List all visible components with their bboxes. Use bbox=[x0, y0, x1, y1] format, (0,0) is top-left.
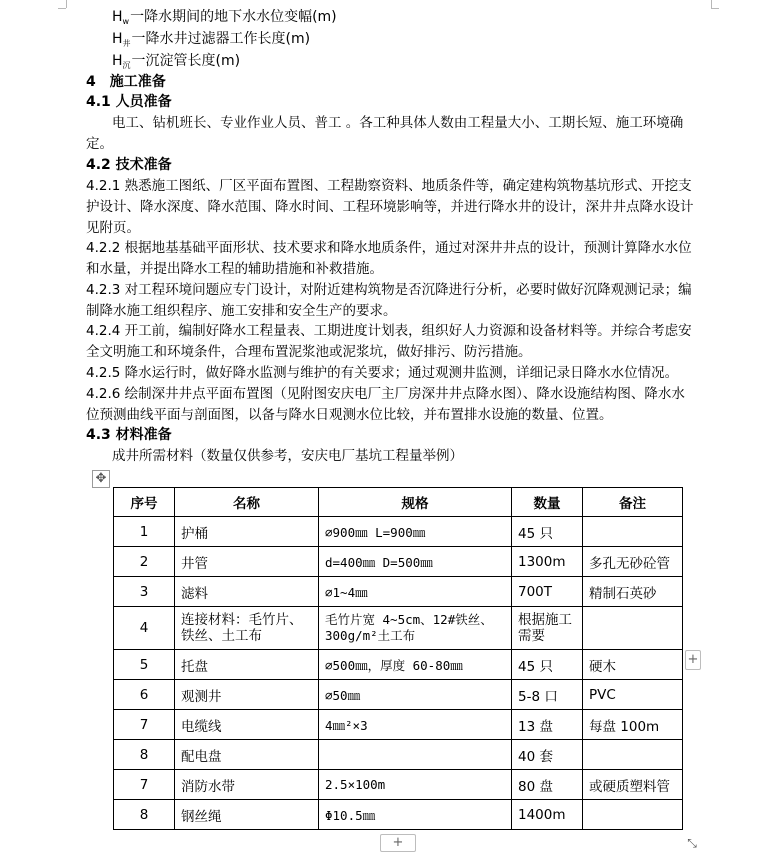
variable-h: H bbox=[112, 53, 123, 69]
heading-4-1: 4.1 人员准备 bbox=[86, 94, 172, 110]
variable-subscript: 井 bbox=[122, 39, 131, 48]
cell-no[interactable]: 6 bbox=[114, 680, 175, 710]
text-line: 4.2.3 对工程环境问题应专门设计，对附近建构筑物是否沉降进行分析，必要时做好沉降观测记录；编 bbox=[86, 282, 692, 298]
variable-subscript: w bbox=[122, 17, 130, 26]
table-header-row bbox=[114, 488, 683, 517]
text-line: 4.2.1 熟悉施工图纸、厂区平面布置图、工程勘察资料、地质条件等，确定建构筑物基坑形式、开挖支 bbox=[86, 178, 692, 194]
cell-qty[interactable]: 700T bbox=[512, 577, 583, 607]
cell-name[interactable]: 井管 bbox=[175, 547, 319, 577]
cell-note[interactable]: 硬木 bbox=[583, 650, 683, 680]
paragraph-4-2-1 bbox=[86, 176, 710, 239]
column-header-name: 名称 bbox=[175, 488, 319, 517]
materials-table bbox=[113, 487, 683, 830]
cell-spec[interactable]: d=400㎜ D=500㎜ bbox=[319, 547, 512, 577]
cell-qty[interactable]: 40 套 bbox=[512, 740, 583, 770]
heading-4-2: 4.2 技术准备 bbox=[86, 157, 172, 173]
cell-note[interactable]: PVC bbox=[583, 680, 683, 710]
cell-name[interactable]: 消防水带 bbox=[175, 770, 319, 800]
cell-qty[interactable]: 1400m bbox=[512, 800, 583, 830]
paragraph-4-2-3 bbox=[86, 280, 710, 322]
cell-no[interactable]: 7 bbox=[114, 770, 175, 800]
cell-no[interactable]: 1 bbox=[114, 517, 175, 547]
text-line: 和水量，并提出降水工程的辅助措施和补救措施。 bbox=[86, 261, 383, 277]
table-row bbox=[114, 517, 683, 547]
cell-no[interactable]: 2 bbox=[114, 547, 175, 577]
cell-qty[interactable]: 45 只 bbox=[512, 650, 583, 680]
table-row bbox=[114, 607, 683, 650]
section-number: 4 bbox=[86, 74, 96, 90]
variable-h: H bbox=[112, 9, 123, 25]
paragraph-4-1-line-2: 定。 bbox=[86, 136, 113, 152]
variable-h: H bbox=[112, 31, 123, 47]
cell-qty[interactable]: 5-8 口 bbox=[512, 680, 583, 710]
cell-no[interactable]: 5 bbox=[114, 650, 175, 680]
text-line: 4.2.5 降水运行时，做好降水监测与维护的有关要求；通过观测井监测，详细记录日降水水位情况。 bbox=[86, 365, 679, 381]
cell-spec[interactable]: ∅1~4㎜ bbox=[319, 577, 512, 607]
cell-spec[interactable]: ∅500㎜，厚度 60-80㎜ bbox=[319, 650, 512, 680]
table-row bbox=[114, 800, 683, 830]
text-line: 制降水施工组织程序、施工安排和安全生产的要求。 bbox=[86, 303, 397, 319]
crop-mark-right-h bbox=[711, 8, 719, 9]
column-header-no: 序号 bbox=[114, 488, 175, 517]
cell-qty[interactable]: 45 只 bbox=[512, 517, 583, 547]
crop-mark-left-h bbox=[58, 8, 66, 9]
variable-subscript: 沉 bbox=[122, 61, 131, 70]
cell-name[interactable]: 滤料 bbox=[175, 577, 319, 607]
cell-note[interactable] bbox=[583, 607, 683, 650]
definition-text: 一降水期间的地下水水位变幅(m) bbox=[130, 9, 337, 25]
definition-text: 一降水井过滤器工作长度(m) bbox=[131, 31, 311, 47]
paragraph-4-2-4 bbox=[86, 321, 710, 363]
paragraph-4-2-2 bbox=[86, 238, 710, 280]
cell-spec[interactable]: 4㎜²×3 bbox=[319, 710, 512, 740]
cell-name[interactable]: 配电盘 bbox=[175, 740, 319, 770]
cell-spec[interactable]: Φ10.5㎜ bbox=[319, 800, 512, 830]
cell-name[interactable]: 托盘 bbox=[175, 650, 319, 680]
cell-spec[interactable]: 2.5×100m bbox=[319, 770, 512, 800]
text-line: 位预测曲线平面与剖面图，以备与降水日观测水位比较，并布置排水设施的数量、位置。 bbox=[86, 407, 613, 423]
cell-note[interactable] bbox=[583, 800, 683, 830]
cell-spec[interactable]: 毛竹片宽 4~5cm、12#铁丝、300g/m²土工布 bbox=[319, 607, 512, 650]
table-row bbox=[114, 770, 683, 800]
heading-4-3: 4.3 材料准备 bbox=[86, 427, 172, 443]
table-row bbox=[114, 547, 683, 577]
cell-no[interactable]: 4 bbox=[114, 607, 175, 650]
cell-note[interactable]: 精制石英砂 bbox=[583, 577, 683, 607]
cell-name[interactable]: 护桶 bbox=[175, 517, 319, 547]
table-row bbox=[114, 710, 683, 740]
paragraph-4-1-line-1: 电工、钻机班长、专业作业人员、普工 。各工种具体人数由工程量大小、工期长短、施工环境确 bbox=[112, 115, 684, 131]
cell-no[interactable]: 8 bbox=[114, 800, 175, 830]
paragraph-4-2-6 bbox=[86, 384, 710, 426]
cell-note[interactable]: 每盘 100m bbox=[583, 710, 683, 740]
cell-note[interactable] bbox=[583, 517, 683, 547]
table-move-icon[interactable]: ✥ bbox=[92, 470, 110, 488]
cell-name[interactable]: 钢丝绳 bbox=[175, 800, 319, 830]
cell-name[interactable]: 连接材料：毛竹片、铁丝、土工布 bbox=[175, 607, 319, 650]
cell-qty[interactable]: 80 盘 bbox=[512, 770, 583, 800]
column-header-note: 备注 bbox=[583, 488, 683, 517]
text-line: 4.2.6 绘制深井井点平面布置图（见附图安庆电厂主厂房深井井点降水图）、降水设施结构图、降水水 bbox=[86, 386, 685, 402]
table-resize-icon[interactable]: ⤡ bbox=[687, 836, 697, 850]
cell-name[interactable]: 电缆线 bbox=[175, 710, 319, 740]
text-line: 全文明施工和环境条件，合理布置泥浆池或泥浆坑，做好排污、防污措施。 bbox=[86, 344, 532, 360]
text-line: 护设计、降水深度、降水范围、降水时间、工程环境影响等，并进行降水井的设计，深井井点降水设计 bbox=[86, 199, 694, 215]
section-heading-4 bbox=[86, 72, 166, 92]
column-header-qty: 数量 bbox=[512, 488, 583, 517]
materials-intro: 成井所需材料（数量仅供参考，安庆电厂基坑工程量举例） bbox=[112, 448, 463, 464]
text-line: 4.2.4 开工前，编制好降水工程量表、工期进度计划表，组织好人力资源和设备材料等。并综合考虑安 bbox=[86, 323, 692, 339]
cell-no[interactable]: 3 bbox=[114, 577, 175, 607]
table-row bbox=[114, 577, 683, 607]
section-title: 施工准备 bbox=[109, 74, 166, 90]
table-row bbox=[114, 650, 683, 680]
crop-mark-left bbox=[66, 0, 67, 8]
cell-qty[interactable]: 根据施工需要 bbox=[512, 607, 583, 650]
cell-spec[interactable]: ∅900㎜ L=900㎜ bbox=[319, 517, 512, 547]
cell-no[interactable]: 7 bbox=[114, 710, 175, 740]
add-column-button[interactable]: + bbox=[685, 650, 701, 670]
column-header-spec: 规格 bbox=[319, 488, 512, 517]
cell-name[interactable]: 观测井 bbox=[175, 680, 319, 710]
cell-note[interactable] bbox=[583, 740, 683, 770]
cell-spec[interactable] bbox=[319, 740, 512, 770]
cell-note[interactable]: 多孔无砂砼管 bbox=[583, 547, 683, 577]
cell-spec[interactable]: ∅50㎜ bbox=[319, 680, 512, 710]
cell-qty[interactable]: 1300m bbox=[512, 547, 583, 577]
add-row-button[interactable]: + bbox=[380, 834, 416, 852]
cell-note[interactable]: 或硬质塑料管 bbox=[583, 770, 683, 800]
text-line: 见附页。 bbox=[86, 220, 140, 236]
text-line: 4.2.2 根据地基基础平面形状、技术要求和降水地质条件，通过对深井井点的设计，预测计算降水水位 bbox=[86, 240, 692, 256]
cell-no[interactable]: 8 bbox=[114, 740, 175, 770]
paragraph-4-2-5 bbox=[86, 363, 710, 384]
table-row bbox=[114, 740, 683, 770]
definition-text: 一沉淀管长度(m) bbox=[131, 53, 241, 69]
crop-mark-right bbox=[711, 0, 712, 8]
table-row bbox=[114, 680, 683, 710]
cell-qty[interactable]: 13 盘 bbox=[512, 710, 583, 740]
